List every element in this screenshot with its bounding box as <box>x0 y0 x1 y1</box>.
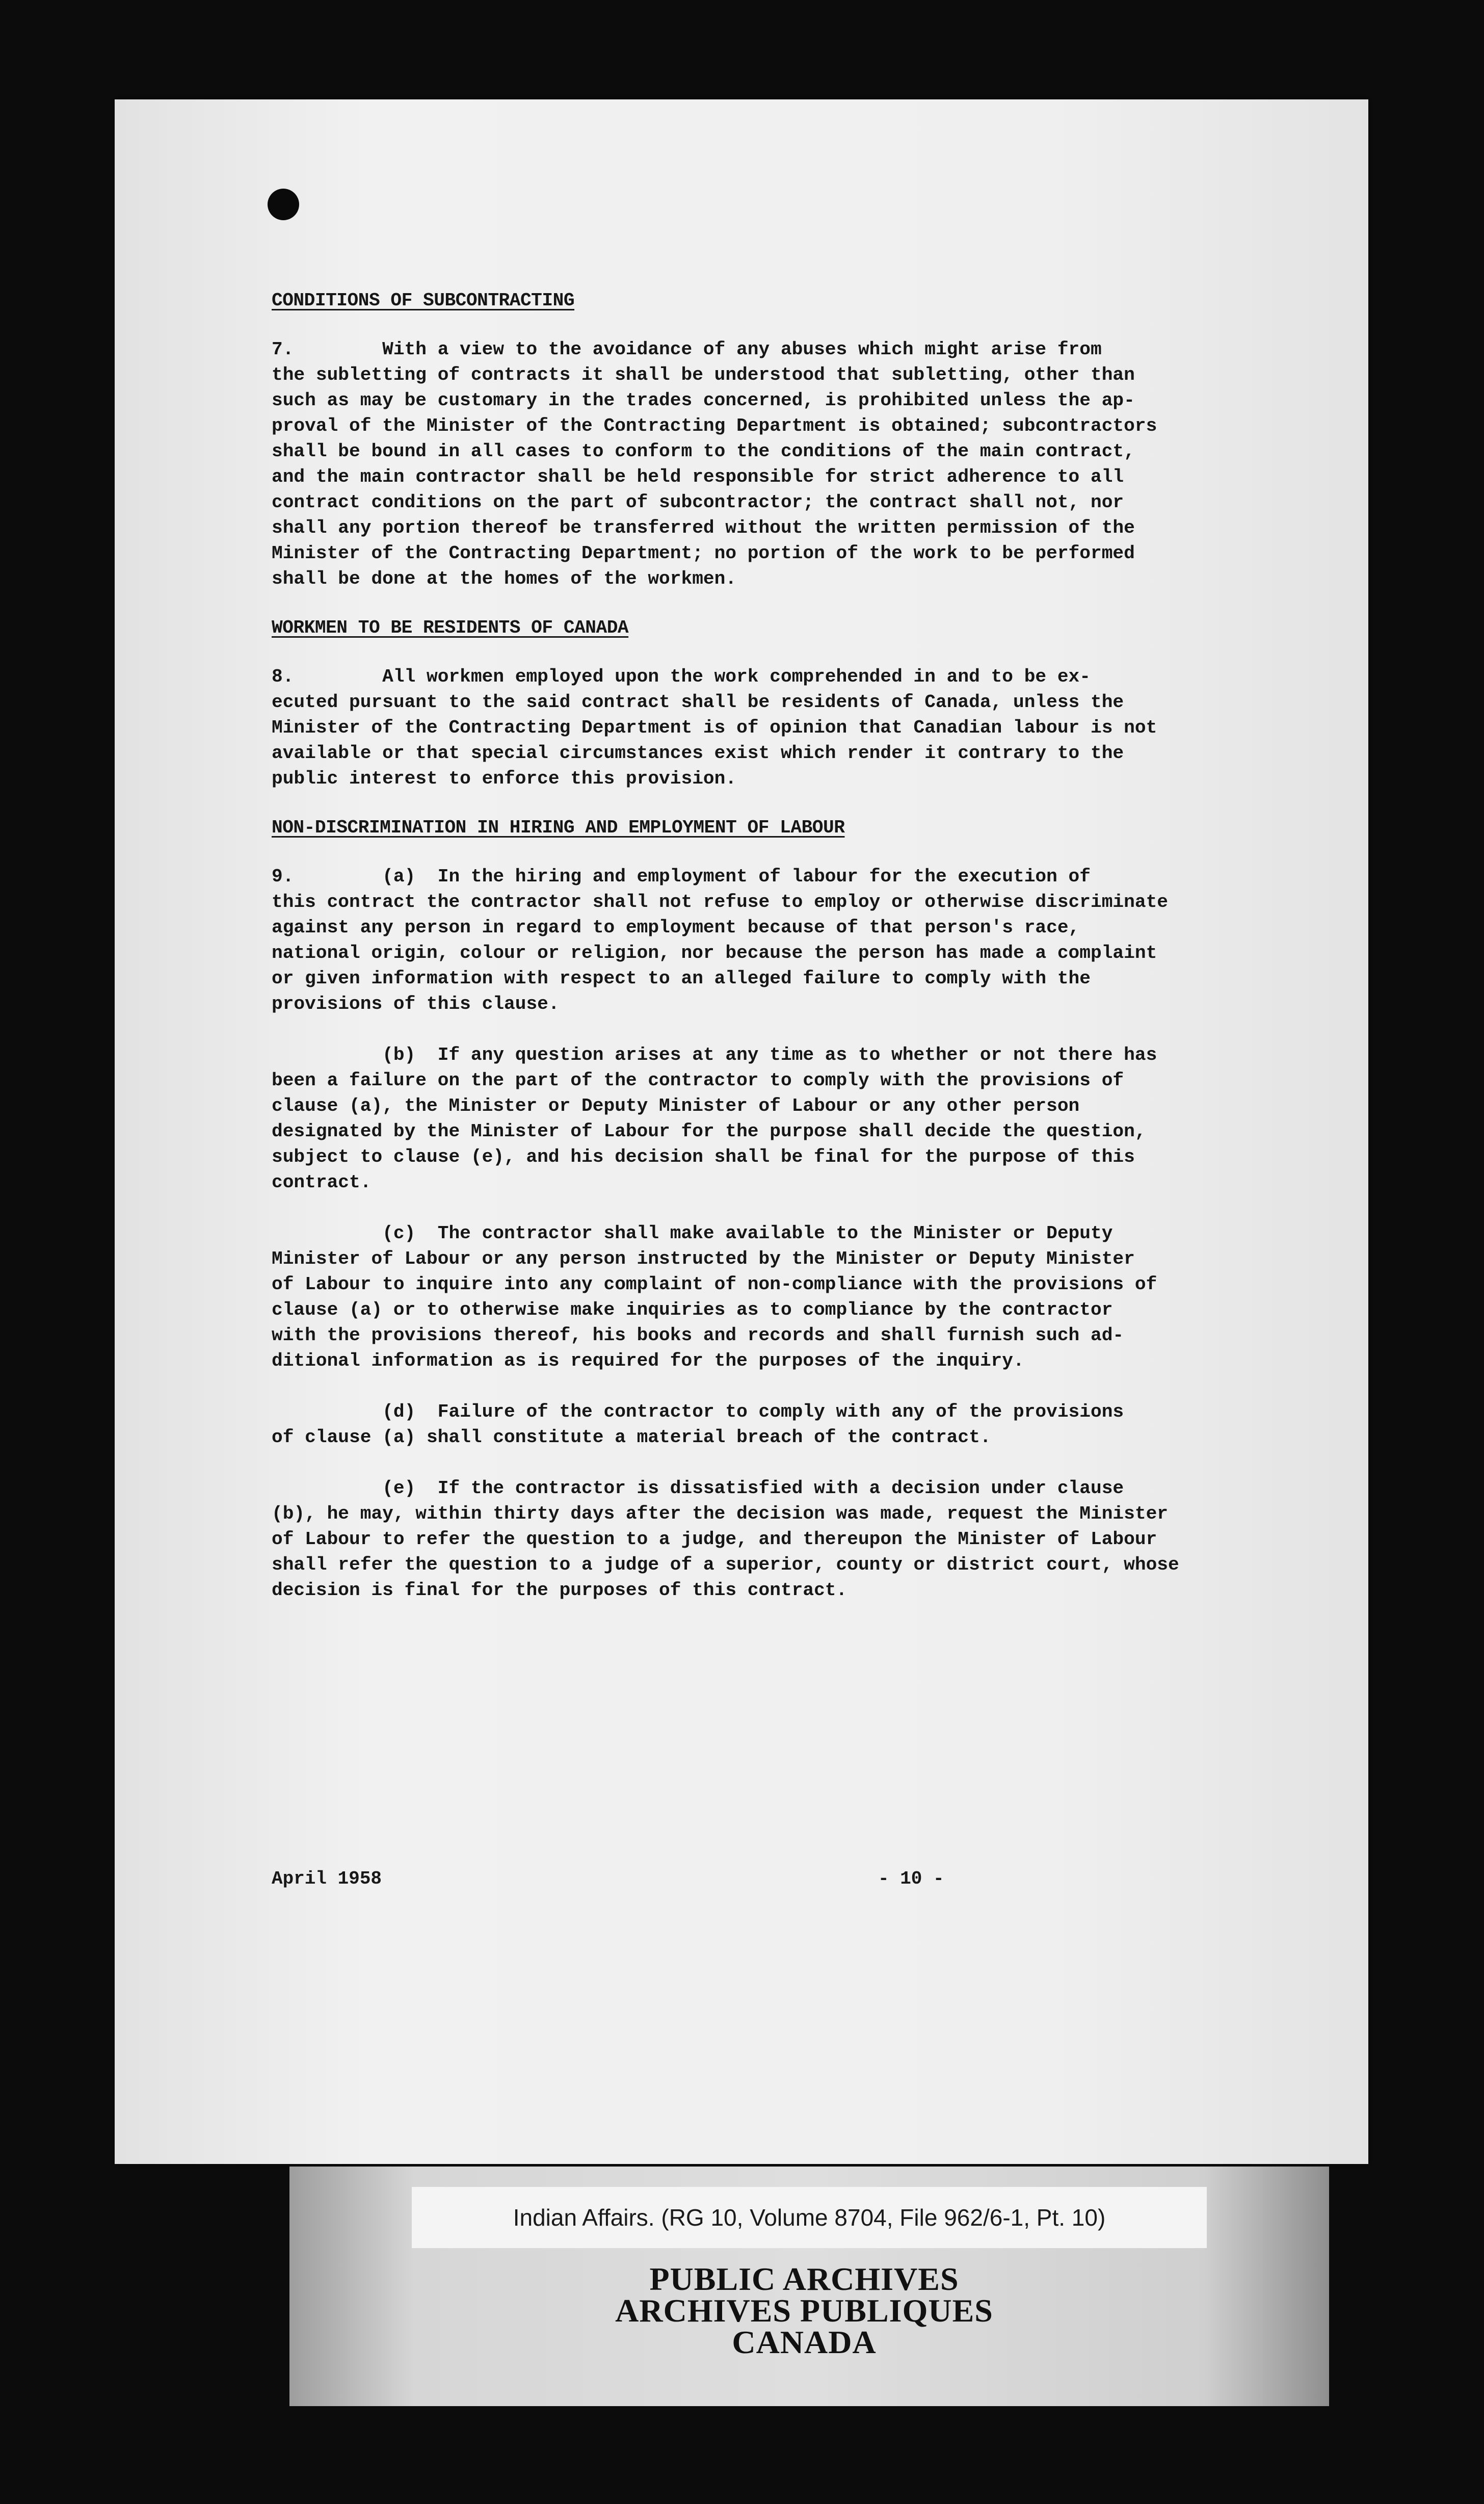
clause-8-paragraph: 8. All workmen employed upon the work comprehended in and to be ex- ecuted pursuant to the said contract shall be residents of Canada, unless the Minister of the Contracting Department is of opinion that Canadian labour is not available or that special circumstances exist which render it contrary to the public interest to enforce this provision. <box>272 666 1157 789</box>
section-heading-residents: WORKMEN TO BE RESIDENTS OF CANADA <box>272 617 629 638</box>
page-number: - 10 - <box>878 1868 944 1889</box>
clause-9b-paragraph: (b) If any question arises at any time as to whether or not there has been a failure on the part of the contractor to comply with the provisions of clause (a), the Minister or Deputy Minister of Labour or any other person designated by the Minister of Labour for the purpose shall decide the question, subject to clause (e), and his decision shall be final for the purpose of this contract. <box>272 1045 1157 1193</box>
stamp-line-english: PUBLIC ARCHIVES <box>649 2261 959 2297</box>
stamp-line-french: ARCHIVES PUBLIQUES <box>615 2292 993 2329</box>
punch-hole <box>268 189 299 220</box>
clause-9e-paragraph: (e) If the contractor is dissatisfied with a decision under clause (b), he may, within thirty days after the decision was made, request the Minister of Labour to refer the question to a judge, and thereupon the Minister of Labour shall refer the question to a judge of a superior, county or district court, whose decision is final for the purposes of this contract. <box>272 1478 1179 1601</box>
section-heading-subcontracting: CONDITIONS OF SUBCONTRACTING <box>272 290 575 311</box>
document-page <box>115 99 1368 2164</box>
clause-9a-paragraph: 9. (a) In the hiring and employment of labour for the execution of this contract the contractor shall not refuse to employ or otherwise discriminate against any person in regard to employment because of that person's race, national origin, colour or religion, nor because the person has made a complaint or given information with respect to an alleged failure to comply with the provisions of this clause. <box>272 866 1168 1014</box>
archive-reference: Indian Affairs. (RG 10, Volume 8704, File 962/6-1, Pt. 10) <box>412 2187 1207 2248</box>
document-body <box>272 288 1306 1603</box>
stamp-line-country: CANADA <box>732 2324 877 2360</box>
clause-9c-paragraph: (c) The contractor shall make available to the Minister or Deputy Minister of Labour or any person instructed by the Minister or Deputy Minister of Labour to inquire into any complaint of non-compliance with the provisions of clause (a) or to otherwise make inquiries as to compliance by the contractor with the provisions thereof, his books and records and shall furnish such ad- ditional information as is required for the purposes of the inquiry. <box>272 1223 1157 1371</box>
footer-date: April 1958 <box>272 1868 382 1889</box>
section-heading-non-discrimination: NON-DISCRIMINATION IN HIRING AND EMPLOYMENT OF LABOUR <box>272 817 845 838</box>
clause-9d-paragraph: (d) Failure of the contractor to comply with any of the provisions of clause (a) shall constitute a material breach of the contract. <box>272 1401 1124 1448</box>
clause-7-paragraph: 7. With a view to the avoidance of any abuses which might arise from the subletting of contracts it shall be understood that subletting, other than such as may be customary in the trades concerned, is prohibited unless the ap- proval of the Minister of the Contracting Department is obtained; subcontractors shall be bound in all cases to conform to the conditions of the main contract, and the main contractor shall be held responsible for strict adherence to all contract conditions on the part of subcontractor; the contract shall not, nor shall any portion thereof be transferred without the written permission of the Minister of the Contracting Department; no portion of the work to be performed shall be done at the homes of the workmen. <box>272 339 1157 589</box>
archive-label-strip <box>289 2167 1329 2406</box>
archives-stamp <box>458 2263 1151 2358</box>
